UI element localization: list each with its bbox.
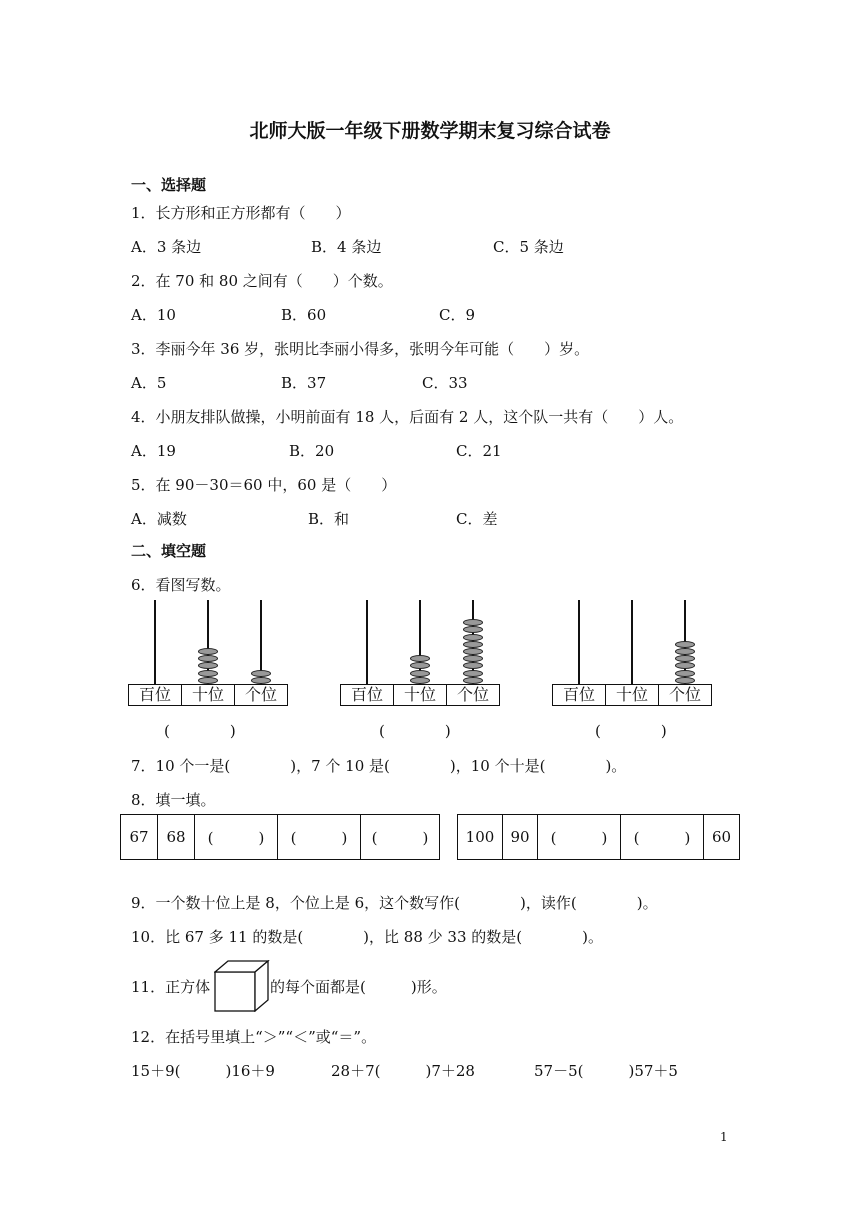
seq-blank: ( ) xyxy=(371,828,429,847)
question-5: 5．在 90－30＝60 中，60 是（ ） xyxy=(131,476,397,494)
question-12-items xyxy=(131,1060,751,1080)
rod-hundreds xyxy=(578,600,580,684)
question-6: 6．看图写数。 xyxy=(131,576,231,594)
bead-tens xyxy=(198,648,218,655)
question-9: 9．一个数十位上是 8，个位上是 6，这个数写作( )，读作( )。 xyxy=(131,894,658,912)
question-12: 12．在括号里填上“＞”“＜”或“＝”。 xyxy=(131,1028,377,1046)
seq-blank: ( ) xyxy=(621,815,704,859)
option-b: B．60 xyxy=(281,306,327,324)
bead-ones xyxy=(463,662,483,669)
seq-cell: 68 xyxy=(158,815,195,859)
option-a: A．3 条边 xyxy=(131,238,202,256)
bead-tens xyxy=(198,670,218,677)
question-1: 1．长方形和正方形都有（ ） xyxy=(131,204,351,222)
abacus-2 xyxy=(340,600,500,708)
option-a: A．5 xyxy=(131,374,167,392)
ones-label: 个位 xyxy=(244,685,277,704)
question-3: 3．李丽今年 36 岁，张明比李丽小得多，张明今年可能（ ）岁。 xyxy=(131,340,590,358)
bead-tens xyxy=(410,662,430,669)
number-sequence-2 xyxy=(457,814,740,860)
question-2: 2．在 70 和 80 之间有（ ）个数。 xyxy=(131,272,393,290)
answer-blank-2: ( ) xyxy=(379,722,451,740)
answer-blank-3: ( ) xyxy=(595,722,667,740)
bead-ones xyxy=(675,641,695,648)
option-c: C．差 xyxy=(456,510,498,528)
compare-item: 28＋7( )7＋28 xyxy=(331,1062,475,1080)
option-c: C．5 条边 xyxy=(493,238,564,256)
hundreds-label: 百位 xyxy=(341,685,394,705)
option-b: B．37 xyxy=(281,374,327,392)
bead-ones xyxy=(463,655,483,662)
place-value-row xyxy=(340,684,500,706)
option-c: C．33 xyxy=(422,374,468,392)
option-a: A．减数 xyxy=(131,510,187,528)
page-title: 北师大版一年级下册数学期末复习综合试卷 xyxy=(249,120,611,142)
bead-ones xyxy=(463,626,483,633)
bead-tens xyxy=(198,662,218,669)
seq-cell: 90 xyxy=(503,815,538,859)
seq-blank: ( ) xyxy=(538,815,621,859)
seq-cell: 60 xyxy=(711,828,732,846)
tens-label: 十位 xyxy=(394,685,447,705)
seq-cell: 67 xyxy=(121,815,158,859)
seq-blank: ( ) xyxy=(195,815,278,859)
bead-tens xyxy=(410,655,430,662)
bead-ones xyxy=(463,670,483,677)
bead-ones xyxy=(675,648,695,655)
bead-ones xyxy=(463,634,483,641)
question-4-options xyxy=(131,440,751,460)
question-3-options xyxy=(131,372,751,392)
bead-ones xyxy=(463,648,483,655)
bead-tens xyxy=(198,655,218,662)
bead-tens xyxy=(410,677,430,684)
abacus-3 xyxy=(552,600,712,708)
answer-blank-1: ( ) xyxy=(164,722,236,740)
rod-tens xyxy=(631,600,633,684)
bead-ones xyxy=(675,662,695,669)
bead-ones xyxy=(675,670,695,677)
option-b: B．20 xyxy=(289,442,335,460)
question-11-after: 的每个面都是( )形。 xyxy=(270,978,447,996)
question-8: 8．填一填。 xyxy=(131,791,216,809)
hundreds-label: 百位 xyxy=(553,685,606,705)
compare-item: 15＋9( )16＋9 xyxy=(131,1062,275,1080)
tens-label: 十位 xyxy=(606,685,659,705)
seq-cell: 100 xyxy=(458,815,503,859)
question-5-options xyxy=(131,508,751,528)
rod-hundreds xyxy=(366,600,368,684)
rod-hundreds xyxy=(154,600,156,684)
question-11-before: 11．正方体 xyxy=(131,978,211,996)
bead-ones xyxy=(463,619,483,626)
ones-label: 个位 xyxy=(456,685,489,704)
compare-item: 57－5( )57＋5 xyxy=(534,1062,678,1080)
bead-tens xyxy=(410,670,430,677)
seq-blank: ( ) xyxy=(278,815,361,859)
option-c: C．21 xyxy=(456,442,502,460)
tens-label: 十位 xyxy=(182,685,235,705)
hundreds-label: 百位 xyxy=(129,685,182,705)
question-10: 10．比 67 多 11 的数是( )，比 88 少 33 的数是( )。 xyxy=(131,928,603,946)
option-a: A．10 xyxy=(131,306,176,324)
abacus-1 xyxy=(128,600,288,708)
place-value-row xyxy=(552,684,712,706)
question-2-options xyxy=(131,304,751,324)
option-b: B．和 xyxy=(308,510,350,528)
section-heading-fill: 二、填空题 xyxy=(131,542,207,560)
place-value-row xyxy=(128,684,288,706)
bead-ones xyxy=(463,677,483,684)
option-c: C．9 xyxy=(439,306,476,324)
question-1-options xyxy=(131,236,751,256)
bead-ones xyxy=(675,677,695,684)
option-b: B．4 条边 xyxy=(311,238,382,256)
section-heading-choice: 一、选择题 xyxy=(131,176,207,194)
option-a: A．19 xyxy=(131,442,176,460)
bead-tens xyxy=(198,677,218,684)
bead-ones xyxy=(463,641,483,648)
bead-ones xyxy=(251,670,271,677)
cube-icon xyxy=(214,960,270,1012)
ones-label: 个位 xyxy=(668,685,701,704)
page-number: 1 xyxy=(720,1130,728,1144)
bead-ones xyxy=(251,677,271,684)
bead-ones xyxy=(675,655,695,662)
question-7: 7．10 个一是( )，7 个 10 是( )，10 个十是( )。 xyxy=(131,757,627,775)
number-sequence-1 xyxy=(120,814,440,860)
question-4: 4．小朋友排队做操，小明前面有 18 人，后面有 2 人，这个队一共有（ ）人。 xyxy=(131,408,684,426)
